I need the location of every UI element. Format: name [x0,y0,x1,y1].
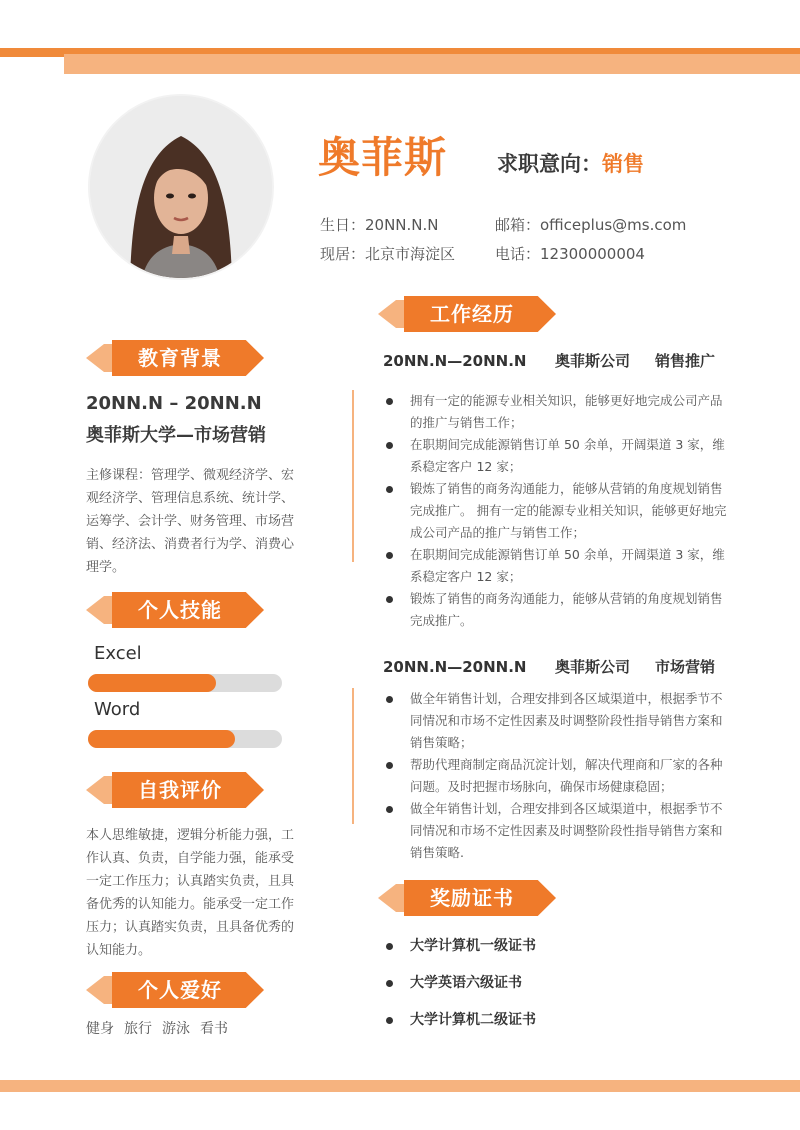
section-label-self-eval: 自我评价 [138,778,222,802]
hobby-item: 看书 [200,1021,228,1037]
section-title-skills [86,592,266,628]
duty-item: 在职期间完成能源销售订单 50 余单，开阔渠道 3 家，维系稳定客户 12 家； [384,434,728,478]
hobby-item: 健身 [86,1021,114,1037]
job-intent-value: 销售 [602,152,644,176]
certificate-item: 大学计算机二级证书 [384,1008,536,1032]
skill-name: Word [94,699,141,720]
candidate-name: 奥菲斯 [318,133,448,182]
duty-item: 在职期间完成能源销售订单 50 余单，开阔渠道 3 家，维系稳定客户 12 家； [384,544,728,588]
duty-item: 做全年销售计划，合理安排到各区域渠道中，根据季节不同情况和市场不定性因素及时调整阶段性指导销售方案和销售策略； [384,688,728,754]
section-title-self-eval [86,772,266,808]
duty-item: 锻炼了销售的商务沟通能力，能够从营销的角度规划销售完成推广。 拥有一定的能源专业相关知识，能够更好地完成公司产品的推广与销售工作； [384,478,728,544]
duty-item: 帮助代理商制定商品沉淀计划，解决代理商和厂家的各种问题。及时把握市场脉向，确保市场健康稳固； [384,754,728,798]
job-heading [383,656,715,678]
self-evaluation-text: 本人思维敏捷，逻辑分析能力强，工作认真、负责，自学能力强，能承受一定工作压力；认真踏实负责，且具备优秀的认知能力。能承受一定工作压力；认真踏实负责，且具备优秀的认知能力。 [86,828,295,958]
skill-bar [88,730,282,748]
certificate-item: 大学英语六级证书 [384,971,536,995]
section-title-hobbies [86,972,266,1008]
section-label-hobbies: 个人爱好 [138,978,222,1002]
education-school: 奥菲斯大学—市场营销 [86,425,266,446]
section-label-work: 工作经历 [430,302,514,326]
duty-item: 拥有一定的能源专业相关知识，能够更好地完成公司产品的推广与销售工作； [384,390,728,434]
section-label-skills: 个人技能 [138,598,222,622]
certificate-item: 大学计算机一级证书 [384,934,536,958]
skill-bar [88,674,282,692]
residence: 现居：北京市海淀区 [320,245,456,263]
profile-photo [90,96,272,278]
job-period: 20NN.N—20NN.N [383,658,527,676]
job-role: 销售推广 [655,352,716,370]
job-intent-label: 求职意向： [497,152,602,176]
job-company: 奥菲斯公司 [555,658,631,676]
skill-bar-fill [88,674,216,692]
job-duties [384,688,728,864]
portrait-image [90,96,272,278]
section-label-awards: 奖励证书 [430,886,514,910]
birth-date: 生日：20NN.N.N [320,216,439,234]
hobby-item: 游泳 [162,1021,190,1037]
timeline-line [352,390,354,562]
job-duties [384,390,728,632]
job-role: 市场营销 [655,658,716,676]
job-period: 20NN.N—20NN.N [383,352,527,370]
job-heading [383,350,715,372]
section-title-education [86,340,266,376]
certificate-list [384,934,536,1045]
job-company: 奥菲斯公司 [555,352,631,370]
email: 邮箱：officeplus@ms.com [495,216,687,234]
duty-item: 做全年销售计划，合理安排到各区域渠道中，根据季节不同情况和市场不定性因素及时调整阶段性指导销售方案和销售策略. [384,798,728,864]
hobbies-list [86,1018,238,1040]
section-label-education: 教育背景 [138,346,222,370]
skill-name: Excel [94,643,142,664]
skill-bar-fill [88,730,235,748]
education-period: 20NN.N – 20NN.N [86,393,262,414]
duty-item: 锻炼了销售的商务沟通能力，能够从营销的角度规划销售完成推广。 [384,588,728,632]
top-accent-band [64,54,800,74]
education-courses: 主修课程：管理学、微观经济学、宏观经济学、管理信息系统、统计学、运筹学、会计学、财务管理、市场营销、经济法、消费者行为学、消费心理学。 [86,468,295,575]
hobby-item: 旅行 [124,1021,152,1037]
bottom-accent-bar [0,1080,800,1092]
section-title-work [378,296,558,332]
job-intent [497,148,644,180]
timeline-line [352,688,354,824]
phone: 电话：12300000004 [495,245,645,263]
section-title-awards [378,880,558,916]
